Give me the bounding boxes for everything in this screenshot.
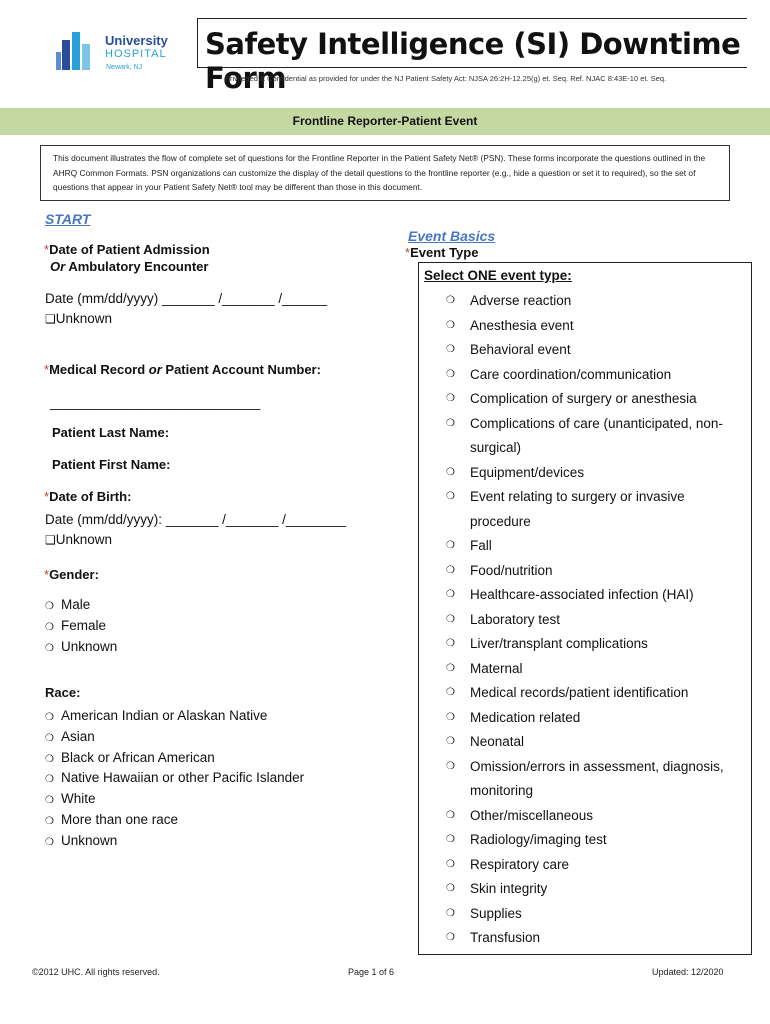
race-option-label: American Indian or Alaskan Native <box>61 708 268 723</box>
radio-icon: ❍ <box>446 907 455 919</box>
event-basics-heading: Event Basics <box>408 228 496 244</box>
race-option-label: Black or African American <box>61 749 215 765</box>
event-option-label: Behavioral event <box>470 342 571 357</box>
radio-icon: ❍ <box>446 760 455 772</box>
event-option[interactable] <box>446 412 746 461</box>
event-option[interactable] <box>446 755 746 804</box>
admission-question-2 <box>50 259 208 274</box>
radio-icon: ❍ <box>446 858 455 870</box>
last-name-label: Patient Last Name: <box>52 425 170 440</box>
radio-icon: ❍ <box>446 417 455 429</box>
race-option-label: Native Hawaiian or other Pacific Islander <box>61 770 305 786</box>
event-option-label: Anesthesia event <box>470 317 574 333</box>
event-option-label: Event relating to surgery or invasive procedure <box>470 489 685 529</box>
gender-question-label: Gender: <box>49 567 99 582</box>
event-option[interactable] <box>446 804 746 829</box>
event-option[interactable] <box>446 632 746 657</box>
gender-option-female[interactable] <box>45 616 117 637</box>
event-option-label: Adverse reaction <box>470 293 572 308</box>
radio-icon: ❍ <box>446 589 455 600</box>
gender-option-label: Female <box>61 618 107 633</box>
radio-icon: ❍ <box>446 613 455 625</box>
event-option-label: Maternal <box>470 660 523 676</box>
event-option[interactable] <box>446 559 746 584</box>
event-option[interactable] <box>446 461 746 486</box>
mrn-question: *Medical Record or Patient Account Number: <box>44 362 321 377</box>
radio-icon: ❍ <box>446 932 455 943</box>
gender-option-male[interactable] <box>45 595 117 616</box>
admission-unknown-label: Unknown <box>55 311 113 326</box>
radio-icon: ❍ <box>446 393 455 404</box>
race-option-white[interactable] <box>45 790 304 811</box>
admission-or: Or <box>50 259 66 274</box>
footer-updated: Updated: 12/2020 <box>652 967 724 977</box>
event-type-label: Event Type <box>410 245 479 260</box>
dob-unknown-label: Unknown <box>55 532 113 547</box>
event-option[interactable] <box>446 485 746 534</box>
footer-copyright: ©2012 UHC. All rights reserved. <box>32 967 160 977</box>
radio-icon: ❍ <box>446 344 455 355</box>
radio-icon: ❍ <box>45 836 54 848</box>
race-option-asian[interactable] <box>45 728 304 749</box>
event-option-label: Skin integrity <box>470 881 548 896</box>
mrn-input-line[interactable]: ____________________________ <box>50 395 261 410</box>
race-option-multiple[interactable] <box>45 811 304 832</box>
event-option-label: Complication of surgery or anesthesia <box>470 391 697 406</box>
dob-question: *Date of Birth: <box>44 489 132 504</box>
race-question: Race: <box>45 685 81 700</box>
dob-question-label: Date of Birth: <box>49 489 132 504</box>
event-type-list <box>446 289 746 951</box>
radio-icon: ❍ <box>446 368 455 380</box>
footer-page-number: Page 1 of 6 <box>348 967 395 977</box>
event-option[interactable] <box>446 338 746 363</box>
section-banner-title: Frontline Reporter-Patient Event <box>292 114 478 128</box>
hospital-logo-icon <box>52 26 100 74</box>
event-option[interactable] <box>446 902 746 927</box>
event-option-label: Complications of care (unanticipated, non-surgical) <box>470 415 723 455</box>
logo-location: Newark, NJ <box>106 64 143 71</box>
event-option[interactable] <box>446 314 746 339</box>
radio-icon: ❍ <box>446 319 455 331</box>
event-option[interactable] <box>446 534 746 559</box>
checkbox-icon: ❑ <box>45 533 56 547</box>
event-option[interactable] <box>446 730 746 755</box>
radio-icon: ❍ <box>446 736 455 747</box>
event-option[interactable] <box>446 608 746 633</box>
radio-icon: ❍ <box>45 601 54 612</box>
event-option-label: Omission/errors in assessment, diagnosis, monitoring <box>470 758 724 798</box>
mrn-or: or <box>148 362 162 377</box>
gender-option-unknown[interactable] <box>45 637 117 658</box>
radio-icon: ❍ <box>45 643 54 654</box>
page-title: Safety Intelligence (SI) Downtime Form <box>205 27 741 95</box>
event-type-question: *Event Type <box>405 245 479 260</box>
radio-icon: ❍ <box>446 540 455 551</box>
event-option[interactable] <box>446 706 746 731</box>
event-option-label: Food/nutrition <box>470 562 553 578</box>
event-option-label: Medical records/patient identification <box>470 685 689 700</box>
dob-date-field[interactable]: Date (mm/dd/yyyy): _______ /_______ /________ <box>45 512 346 527</box>
event-option[interactable] <box>446 853 746 878</box>
event-option[interactable] <box>446 387 746 412</box>
radio-icon: ❍ <box>446 711 455 723</box>
event-option-label: Supplies <box>470 905 522 921</box>
checkbox-icon: ❑ <box>45 312 56 326</box>
gender-question: *Gender: <box>44 567 99 582</box>
event-option-label: Healthcare-associated infection (HAI) <box>470 587 694 602</box>
radio-icon: ❍ <box>446 564 455 576</box>
race-option-american-indian[interactable] <box>45 707 304 728</box>
event-option-label: Other/miscellaneous <box>470 807 594 823</box>
logo-name: University <box>105 33 168 48</box>
radio-icon: ❍ <box>446 491 455 502</box>
admission-question-line1: Date of Patient Admission <box>49 242 210 257</box>
radio-icon: ❍ <box>45 712 54 723</box>
event-option-label: Equipment/devices <box>470 464 585 480</box>
radio-icon: ❍ <box>446 883 455 894</box>
event-option-label: Fall <box>470 538 492 553</box>
first-name-label: Patient First Name: <box>52 457 171 472</box>
gender-option-label: Male <box>61 597 91 612</box>
race-option-label: Asian <box>61 728 95 744</box>
radio-icon: ❍ <box>45 815 54 827</box>
admission-unknown-checkbox[interactable] <box>45 311 112 326</box>
event-option[interactable] <box>446 828 746 853</box>
select-one-heading: Select ONE event type: <box>424 268 572 283</box>
race-option-black[interactable] <box>45 749 304 770</box>
event-option[interactable] <box>446 681 746 706</box>
event-option[interactable] <box>446 926 746 951</box>
intro-text: This document illustrates the flow of complete set of questions for the Frontline Reporter in the Patient Safety Net® (PSN). These forms incorporate the questions outlined in the AHRQ Common Formats. PSN organizations can customize the display of the detail questions to the frontline reporter (e.g., hide a question or set it to required), so the set of questions that appear in your Patient Safety Net® tool may be different than those in this document. <box>53 153 706 192</box>
race-option-label: More than one race <box>61 811 179 827</box>
radio-icon: ❍ <box>45 774 54 786</box>
radio-icon: ❍ <box>45 622 54 633</box>
race-option-label: Unknown <box>61 832 118 848</box>
start-heading: START <box>45 211 91 227</box>
privileged-notice: Privileged & Confidential as provided for under the NJ Patient Safety Act: NJSA 26:2H-12.25(g) et. Seq. Ref. NJAC 8:43E-10 et. Seq. <box>225 74 667 83</box>
mrn-question-part2: Patient Account Number: <box>165 362 321 377</box>
radio-icon: ❍ <box>446 662 455 674</box>
event-option-label: Neonatal <box>470 734 525 749</box>
radio-icon: ❍ <box>446 638 455 649</box>
race-option-unknown[interactable] <box>45 832 304 853</box>
race-options <box>45 707 304 853</box>
radio-icon: ❍ <box>446 834 455 845</box>
event-option-label: Liver/transplant complications <box>470 636 648 651</box>
admission-question: *Date of Patient Admission <box>44 242 210 257</box>
gender-options <box>45 595 117 658</box>
admission-date-field[interactable]: Date (mm/dd/yyyy) _______ /_______ /______ <box>45 291 328 306</box>
event-option-label: Respiratory care <box>470 856 570 872</box>
radio-icon: ❍ <box>45 732 54 744</box>
event-option[interactable] <box>446 877 746 902</box>
event-option-label: Medication related <box>470 709 581 725</box>
mrn-question-part1: Medical Record <box>49 362 146 377</box>
radio-icon: ❍ <box>45 753 54 765</box>
event-option[interactable] <box>446 363 746 388</box>
event-option-label: Care coordination/communication <box>470 366 672 382</box>
event-option-label: Transfusion <box>470 930 541 945</box>
logo-subname: HOSPITAL <box>105 48 167 60</box>
race-option-label: White <box>61 791 96 807</box>
radio-icon: ❍ <box>446 466 455 478</box>
event-option[interactable] <box>446 657 746 682</box>
event-option-label: Laboratory test <box>470 611 561 627</box>
admission-question-line2: Ambulatory Encounter <box>68 259 209 274</box>
event-option[interactable] <box>446 289 746 314</box>
race-option-pacific-islander[interactable] <box>45 769 304 790</box>
event-option[interactable] <box>446 583 746 608</box>
dob-unknown-checkbox[interactable] <box>45 532 112 547</box>
event-option-label: Radiology/imaging test <box>470 832 607 847</box>
radio-icon: ❍ <box>45 795 54 807</box>
radio-icon: ❍ <box>446 687 455 698</box>
gender-option-label: Unknown <box>61 639 118 654</box>
radio-icon: ❍ <box>446 295 455 306</box>
radio-icon: ❍ <box>446 809 455 821</box>
